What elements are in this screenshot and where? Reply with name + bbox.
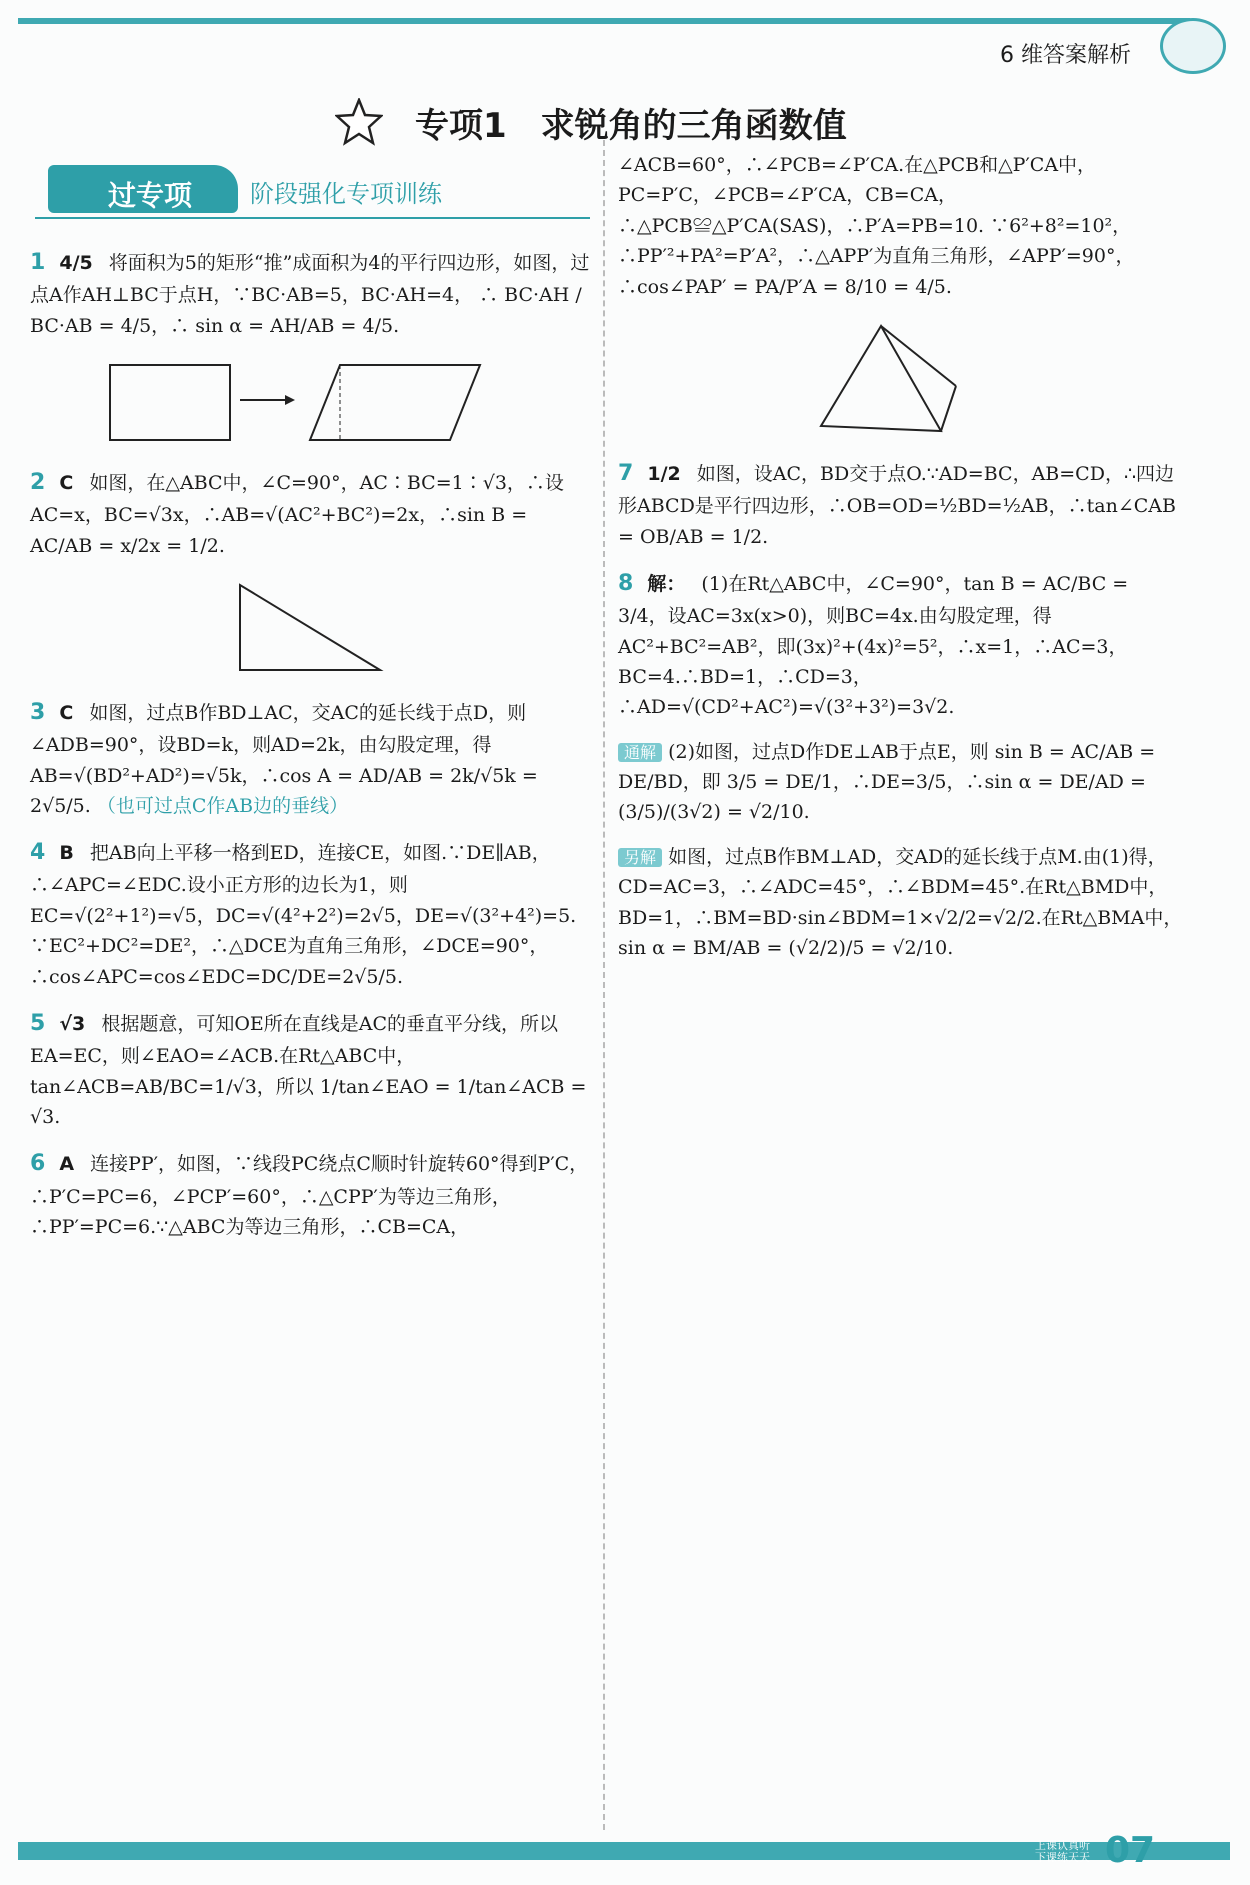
question-6: 6 A 连接PP′，如图，∵线段PC绕点C顺时针旋转60°得到P′C，∴P′C=PC=6，∠PCP′=60°，∴△CPP′为等边三角形，∴PP′=PC=6.∵△ABC为等边三角形，∴CB=CA，	[30, 1151, 589, 1238]
page-title: 专项1 求锐角的三角函数值	[415, 106, 847, 146]
banner-underline	[35, 217, 590, 219]
header-text: 6 维答案解析	[1000, 43, 1131, 68]
banner-subtitle: 阶段强化专项训练	[250, 180, 442, 208]
question-6-continued: ∠ACB=60°，∴∠PCB=∠P′CA.在△PCB和△P′CA中，PC=P′C，∠PCB=∠P′CA，CB=CA，∴△PCB≌△P′CA(SAS)，∴P′A=PB=10. ∵6²+8²=10²，∴PP′²+PA²=P′A²，∴△APP′为直角三角形，∠APP′=90°，∴cos∠PAP′ = PA/P′A = 8/10 = 4/5.	[618, 154, 1135, 298]
question-1: 1 4/5 将面积为5的矩形“推”成面积为4的平行四边形，如图，过点A作AH⊥BC于点H，∵BC·AB=5，BC·AH=4， ∴ BC·AH / BC·AB = 4/5，∴ sin α = AH/AB = 4/5.	[30, 250, 590, 337]
rectangle-to-parallelogram-figure	[100, 355, 520, 455]
footer-slogan: 上课认真听 下课练天天	[1035, 1839, 1090, 1864]
star-mascot-icon	[335, 98, 383, 146]
column-divider	[603, 140, 605, 1830]
right-column	[618, 150, 1183, 977]
right-triangle-figure	[210, 575, 410, 685]
question-8: 8 解： (1)在Rt△ABC中，∠C=90°，tan B = AC/BC = 3/4，设AC=3x(x>0)，则BC=4x.由勾股定理，得AC²+BC²=AB²，即(3x)²+(4x)²=5²，∴x=1，∴AC=3，BC=4.∴BD=1，∴CD=3，∴AD=√(CD²+AC²)=√(3²+3²)=3√2.	[618, 570, 1129, 719]
top-bar	[18, 18, 1190, 24]
question-2: 2 C 如图，在△ABC中，∠C=90°，AC∶BC=1∶√3，∴设AC=x，BC=√3x，∴AB=√(AC²+BC²)=2x，∴sin B = AC/AB = x/2x = 1/2.	[30, 469, 564, 557]
question-7: 7 1/2 如图，设AC，BD交于点O.∵AD=BC，AB=CD，∴四边形ABCD是平行四边形，∴OB=OD=½BD=½AB，∴tan∠CAB = OB/AB = 1/2.	[618, 460, 1176, 548]
question-4: 4 B 把AB向上平移一格到ED，连接CE，如图.∵DE∥AB，∴∠APC=∠EDC.设小正方形的边长为1，则EC=√(2²+1²)=√5，DC=√(4²+2²)=2√5，DE=√(3²+4²)=5. ∵EC²+DC²=DE²，∴△DCE为直角三角形，∠DCE=90°，∴cos∠APC=cos∠EDC=DC/DE=2√5/5.	[30, 840, 577, 988]
rotation-triangle-figure	[801, 316, 1001, 446]
question-8-alt-solution: 另解 如图，过点B作BM⊥AD，交AD的延长线于点M.由(1)得，CD=AC=3，∴∠ADC=45°，∴∠BDM=45°.在Rt△BMD中，BD=1，∴BM=BD·sin∠BDM=1×√2/2=√2/2.在Rt△BMA中，sin α = BM/AB = (√2/2)/5 = √2/10.	[618, 845, 1183, 960]
left-column	[30, 245, 590, 1256]
question-3: 3 C 如图，过点B作BD⊥AC，交AC的延长线于点D，则∠ADB=90°，设BD=k，则AD=2k，由勾股定理，得AB=√(BD²+AD²)=√5k，∴cos A = AD/AB = 2k/√5k = 2√5/5. （也可过点C作AB边的垂线）	[30, 699, 538, 817]
mascot-logo-icon	[1160, 18, 1226, 74]
question-8-part-2: 通解 (2)如图，过点D作DE⊥AB于点E，则 sin B = AC/AB = DE/BD，即 3/5 = DE/1，∴DE=3/5，∴sin α = DE/AD = (3/5)/(3√2) = √2/10.	[618, 740, 1156, 824]
page-number: 07	[1105, 1830, 1156, 1871]
question-5: 5 √3 根据题意，可知OE所在直线是AC的垂直平分线，所以EA=EC，则∠EAO=∠ACB.在Rt△ABC中，tan∠ACB=AB/BC=1/√3，所以 1/tan∠EAO = 1/tan∠ACB = √3.	[30, 1011, 587, 1129]
banner-label: 过专项	[108, 179, 193, 212]
